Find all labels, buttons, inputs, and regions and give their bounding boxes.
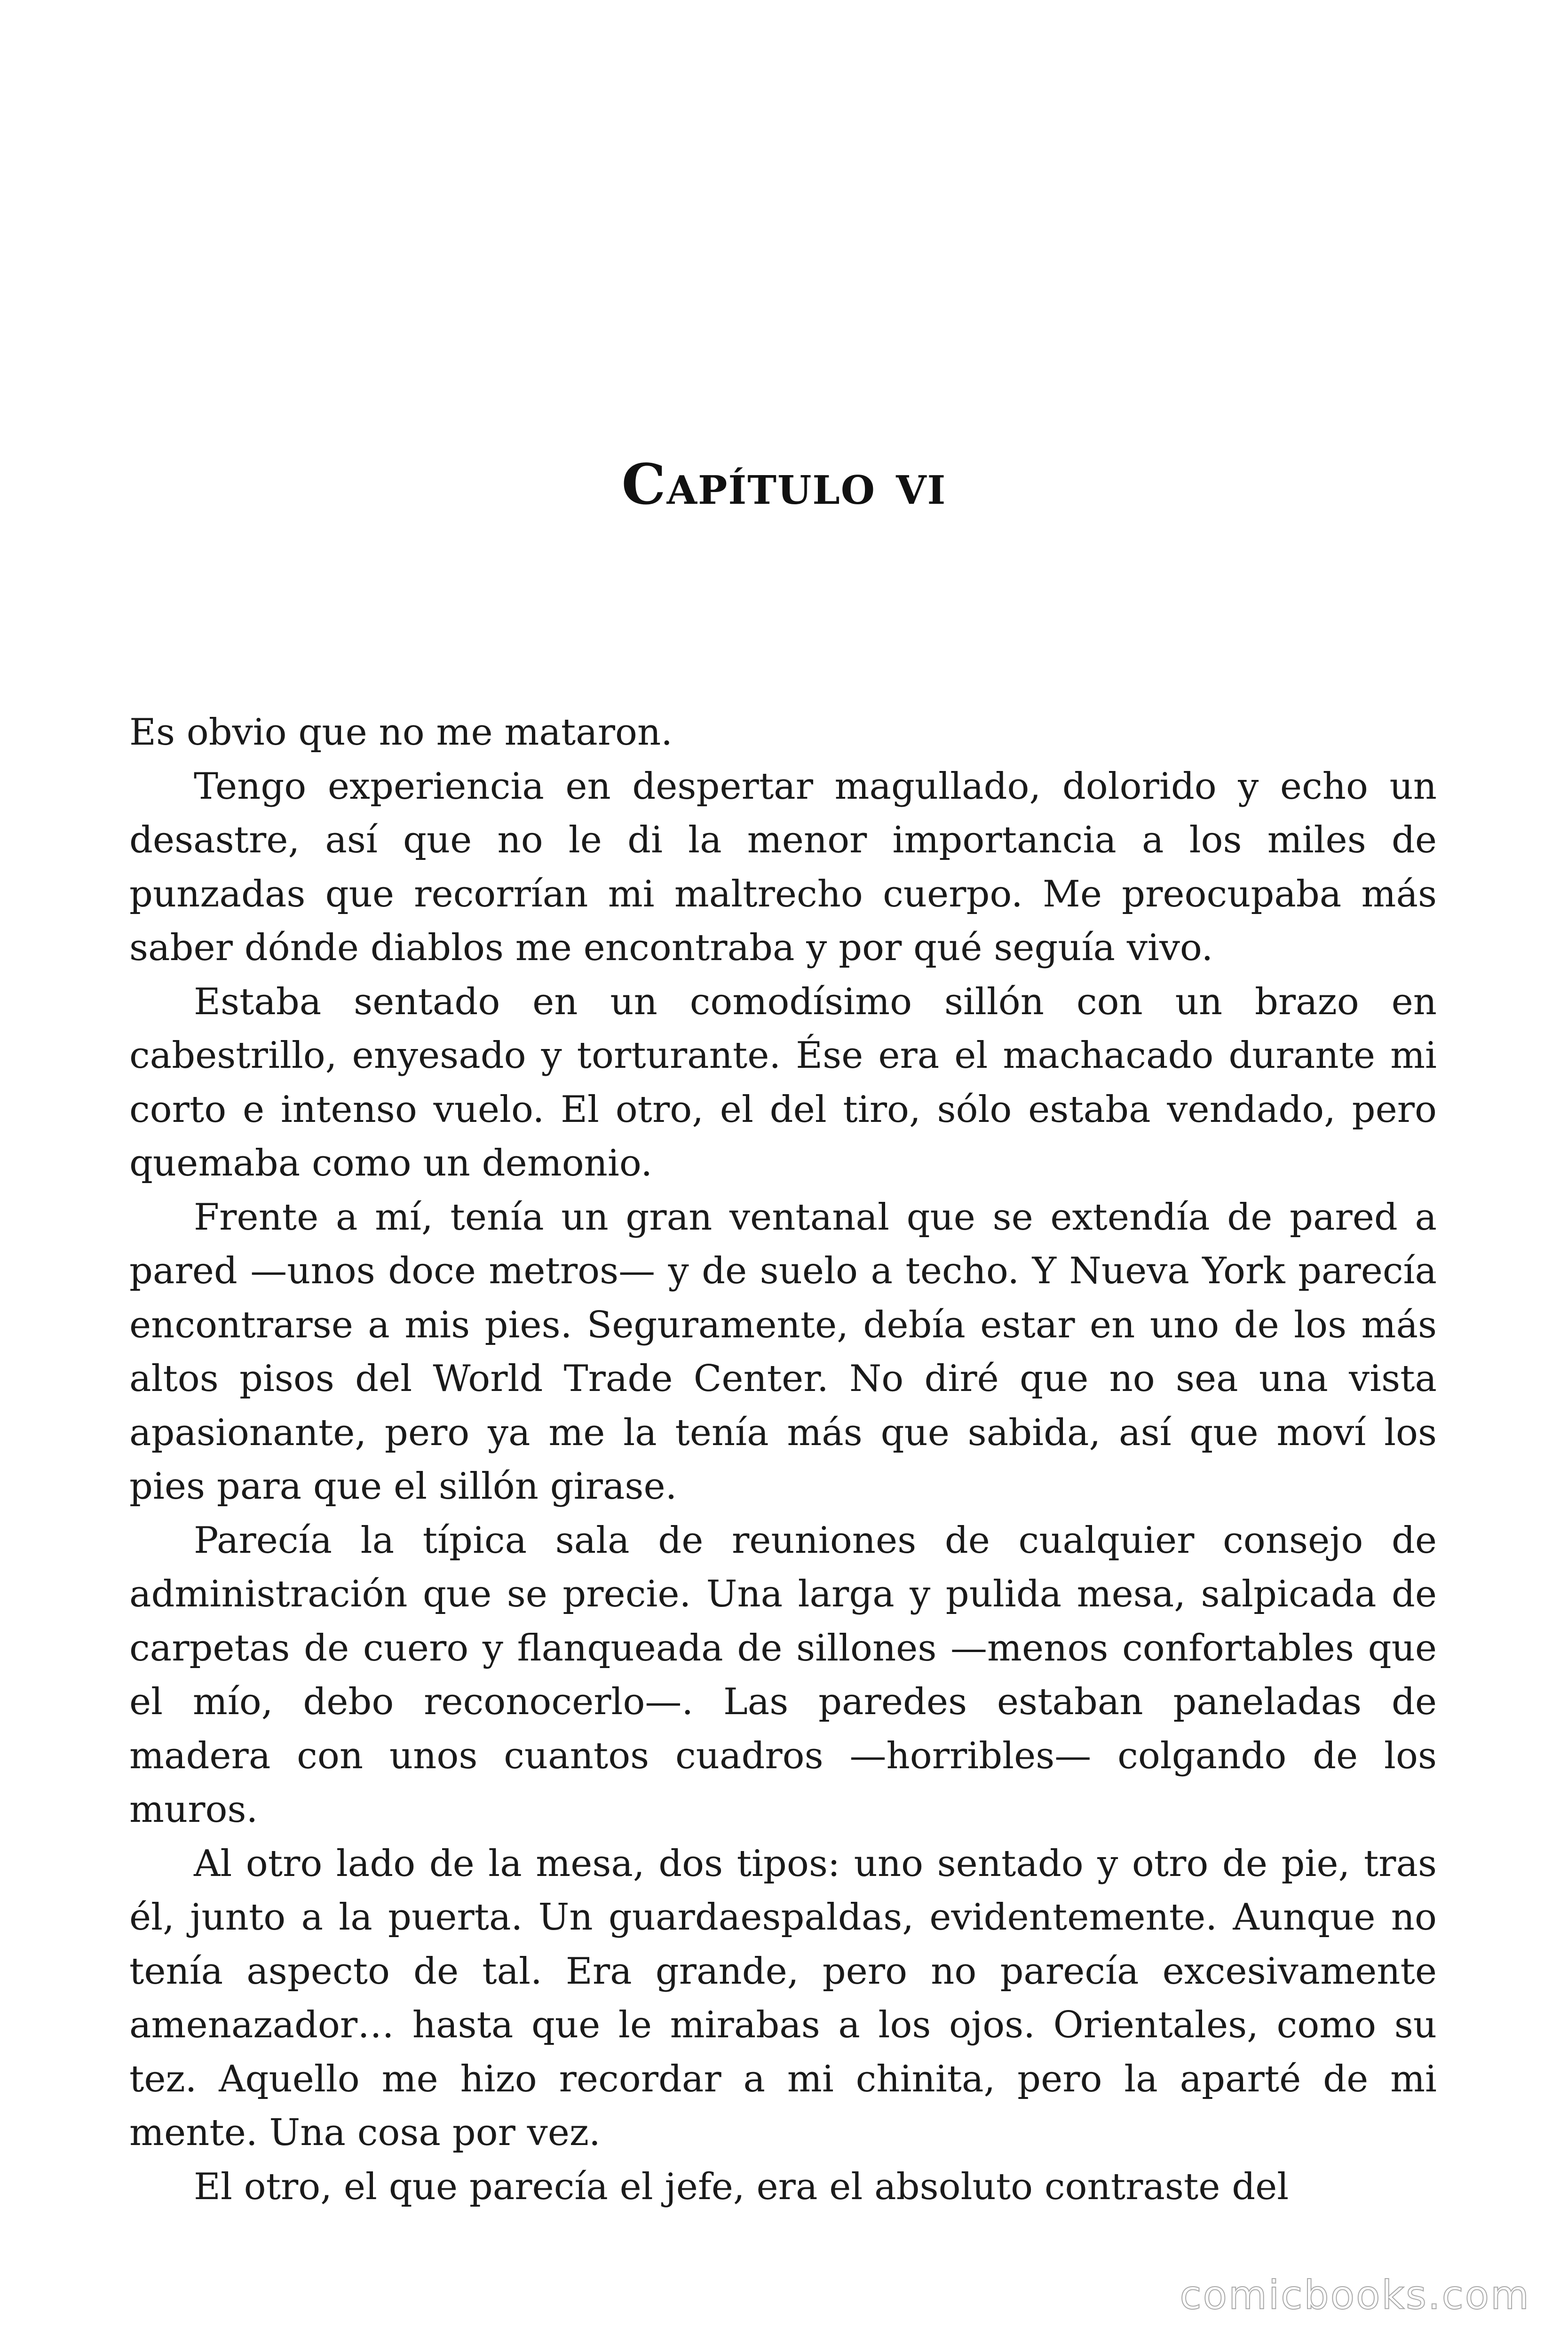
chapter-title: Capítulo vi <box>621 452 947 517</box>
paragraph: El otro, el que parecía el jefe, era el absoluto contraste del <box>194 2165 1289 2208</box>
paragraph: Estaba sentado en un comodísimo sillón con un brazo en cabestrillo, enyesado y torturante. Ése era el machacado durante mi corto e intenso vuelo. El otro, el del tiro, sólo estaba vendado, pero quemaba como un demonio. <box>129 980 1437 1184</box>
watermark-logo: comicbooks.com <box>1180 2272 1530 2318</box>
chapter-body <box>129 706 1437 2214</box>
paragraph: Parecía la típica sala de reuniones de cualquier consejo de administración que se precie. Una larga y pulida mesa, salpicada de carpetas de cuero y flanqueada de sillones —menos confortables que el mío, debo reconocerlo—. Las paredes estaban paneladas de madera con unos cuantos cuadros —horribles— colgando de los muros. <box>129 1519 1437 1831</box>
paragraph: Es obvio que no me mataron. <box>129 711 673 754</box>
paragraph: Al otro lado de la mesa, dos tipos: uno sentado y otro de pie, tras él, junto a la puerta. Un guardaespaldas, evidentemente. Aunque no tenía aspecto de tal. Era grande, pero no parecía excesivamente amenazador… hasta que le mirabas a los ojos. Orientales, como su tez. Aquello me hizo recordar a mi chinita, pero la aparté de mi mente. Una cosa por vez. <box>129 1842 1437 2154</box>
paragraph: Tengo experiencia en despertar magullado, dolorido y echo un desastre, así que no le di la menor importancia a los miles de punzadas que recorrían mi maltrecho cuerpo. Me preocupaba más saber dónde diablos me encontraba y por qué seguía vivo. <box>129 765 1437 969</box>
paragraph: Frente a mí, tenía un gran ventanal que se extendía de pared a pared —unos doce metros— y de suelo a techo. Y Nueva York parecía encontrarse a mis pies. Seguramente, debía estar en uno de los más altos pisos del World Trade Center. No diré que no sea una vista apasionante, pero ya me la tenía más que sabida, así que moví los pies para que el sillón girase. <box>129 1196 1437 1508</box>
